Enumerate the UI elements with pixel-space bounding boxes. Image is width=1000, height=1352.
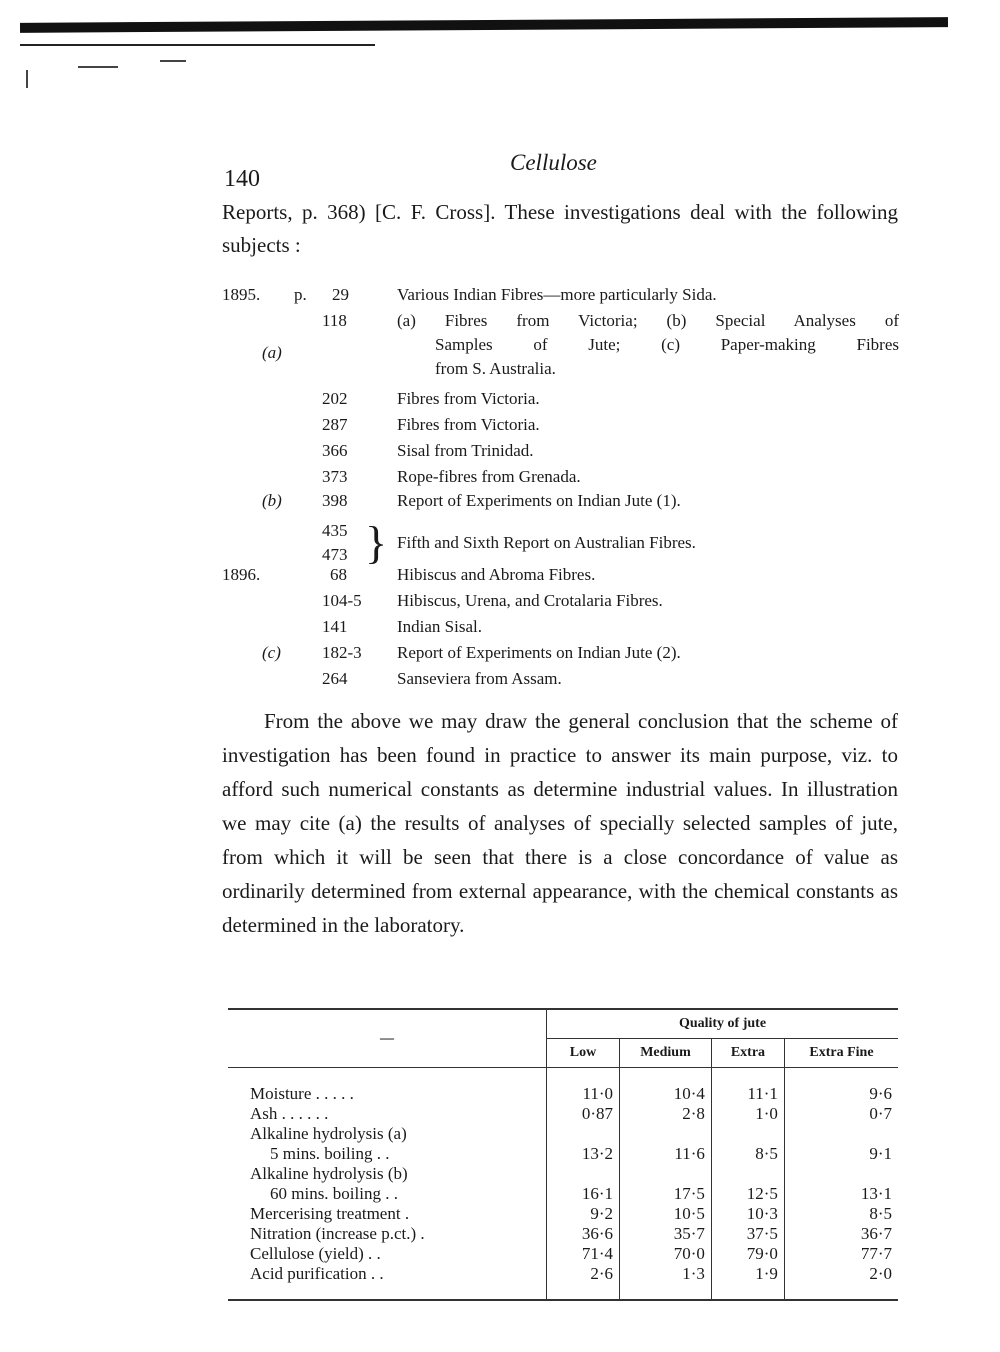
running-head: Cellulose [510, 150, 597, 175]
top-rule-thick [20, 17, 948, 33]
conclusion-paragraph: From the above we may draw the general conclusion that the scheme of investigation has been found in practice to answer its main purpose, viz. to afford such numerical constants as determine industrial values. In illustration we may cite (a) the results of analyses of specially selected samples of jute, from which it will be seen that there is a close concordance of value as ordinarily determined from external appearance, with the chemical constants as determined in the laboratory. [222, 709, 898, 937]
table-row: Acid purification . . 2·6 1·3 1·9 2·0 [228, 1264, 898, 1284]
year-label: 1896. [222, 565, 261, 584]
table-row: Alkaline hydrolysis (a) [228, 1124, 898, 1144]
scan-mark [26, 70, 28, 88]
list-item: 1896. 68 Hibiscus and Abroma Fibres. [222, 565, 596, 584]
col-header-extra: Extra [711, 1039, 784, 1068]
list-item: 366 Sisal from Trinidad. [322, 441, 534, 460]
table-row: Alkaline hydrolysis (b) [228, 1164, 898, 1184]
list-item: 202 Fibres from Victoria. [322, 389, 540, 408]
group-header: Quality of jute [547, 1009, 899, 1039]
brace: } [365, 517, 388, 568]
table-row: Cellulose (yield) . . 71·4 70·0 79·0 77·7 [228, 1244, 898, 1264]
page-number: 140 [224, 166, 260, 192]
list-item: 104-5 Hibiscus, Urena, and Crotalaria Fibres. [322, 591, 663, 610]
list-item: 141 Indian Sisal. [322, 617, 482, 636]
page-prefix: p. [294, 285, 307, 304]
list-item: (c) 182-3 Report of Experiments on Indian Jute (2). [262, 643, 681, 662]
list-item: 118 (a) (a) Fibres from Victoria; (b) Special Analyses of Samples of Jute; (c) Paper-making Fibres from S. Australia. [262, 311, 899, 378]
jute-quality-table [228, 1008, 898, 1301]
table-row: Nitration (increase p.ct.) . 36·6 35·7 37·5 36·7 [228, 1224, 898, 1244]
top-rule-thin [20, 44, 375, 46]
intro-paragraph: Reports, p. 368) [C. F. Cross]. These investigations deal with the following subjects : [222, 200, 898, 257]
col-header-extra-fine: Extra Fine [784, 1039, 898, 1068]
year-label: 1895. [222, 285, 261, 304]
list-item: 1895. p. 29 Various Indian Fibres—more particularly Sida. [222, 285, 717, 304]
table-row: 5 mins. boiling . . 13·2 11·6 8·5 9·1 [228, 1144, 898, 1164]
table-row: Mercerising treatment . 9·2 10·5 10·3 8·5 [228, 1204, 898, 1224]
table-row: Moisture . . . . . 11·0 10·4 11·1 9·6 [228, 1084, 898, 1104]
col-header-low: Low [547, 1039, 620, 1068]
table-row: Ash . . . . . . 0·87 2·8 1·0 0·7 [228, 1104, 898, 1124]
table-corner: — [228, 1009, 547, 1068]
list-item: (b) 398 Report of Experiments on Indian Jute (1). [262, 491, 681, 510]
table-row: 60 mins. boiling . . 16·1 17·5 12·5 13·1 [228, 1184, 898, 1204]
col-header-medium: Medium [620, 1039, 712, 1068]
scan-mark [160, 60, 186, 62]
scan-mark [78, 66, 118, 68]
list-item: 373 Rope-fibres from Grenada. [322, 467, 581, 486]
list-item: 264 Sanseviera from Assam. [322, 669, 562, 688]
list-item: 287 Fibres from Victoria. [322, 415, 540, 434]
list-item: 435 473 } Fifth and Sixth Report on Australian Fibres. [322, 517, 696, 568]
